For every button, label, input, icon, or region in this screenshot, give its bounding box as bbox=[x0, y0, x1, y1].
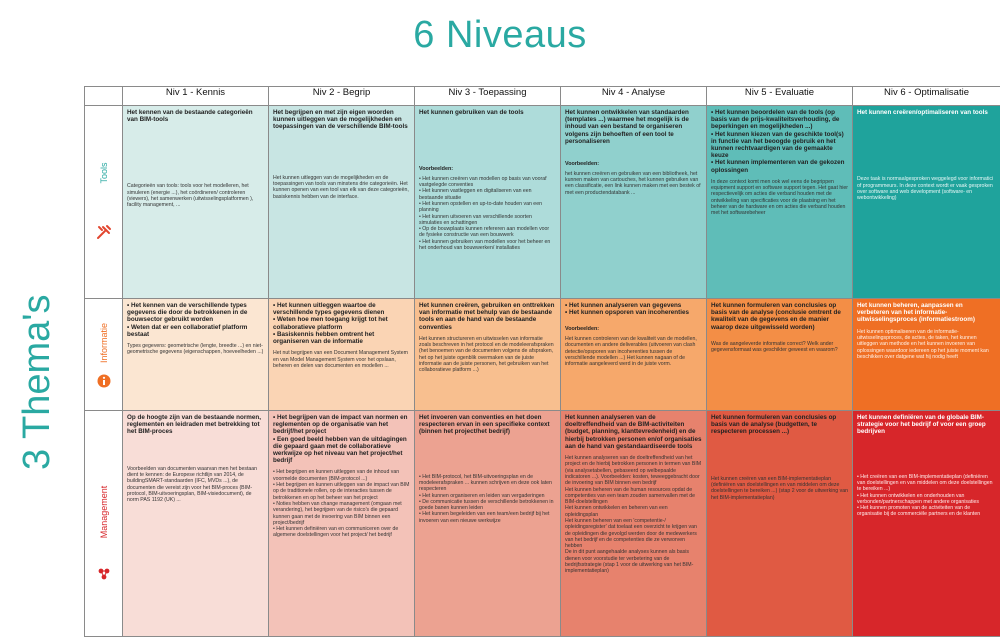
cell-man-niv1 bbox=[123, 411, 269, 637]
list-item: • Het kunnen beoordelen van de tools (op basis van de prijs-kwaliteitsverhouding, de beperkingen en mogelijkheden ...) bbox=[711, 109, 848, 131]
competence-matrix bbox=[84, 86, 1000, 637]
list-item: • Het kunnen promoten van de activiteiten van de organisatie bij de commerciële partners en de klanten bbox=[857, 505, 996, 518]
cell-body: Het kunnen structureren en uitwisselen van informatie zoals beschreven in het protocol en de modeleerafspraken (het benoemen van de documenten volgens de afspraken, het op het juiste ogenblik overmaken van de juiste informatie aan de juiste personen, het gebruiken van het collaboratieve platform ...) bbox=[419, 335, 554, 374]
cell-heading: Het kunnen creëren, gebruiken en onttrekken van informatie met behulp van de bestaande tools en aan de hand van de bestaande conventies bbox=[419, 302, 555, 331]
example-list bbox=[273, 469, 410, 538]
list-item: • Het begrijpen van de impact van normen en reglementen op de organisatie van het bedrijf/het project bbox=[273, 414, 410, 436]
cell-heading: Het kunnen beheren, aanpassen en verbeteren van het informatie-uitwisselingsproces (informatiestroom) bbox=[857, 302, 975, 324]
cell-body: Types gegevens: geometrische (lengte, breedte ...) en niet-geometrische gegevens (eigenschappen, hoeveelheden ...) bbox=[127, 343, 264, 356]
list-item: • Het begrijpen en kunnen uitleggen van de inhoud van voormelde documenten (BIM-protocol ...) bbox=[273, 469, 410, 482]
list-item: • Het begrijpen en kunnen uitleggen van de impact van BIM op de traditionele rollen, op de interacties tussen de betrokkenen en op het beheer van het project bbox=[273, 482, 410, 501]
theme-cell-tools bbox=[85, 106, 123, 299]
theme-row-tools bbox=[85, 106, 1000, 299]
cell-heading: Het kennen van de bestaande categorieën van BIM-tools bbox=[127, 109, 253, 124]
examples-label: Voorbeelden: bbox=[419, 166, 454, 173]
level-header-row bbox=[85, 87, 1000, 106]
cell-info-niv6 bbox=[853, 299, 1000, 411]
list-item: • Het kunnen vastleggen en digitaliseren van een bestaande situatie bbox=[419, 188, 556, 201]
list-item: • Het BIM-protocol, het BIM-uitvoeringsplan en de modeleerafspraken ... kunnen schrijven en deze ook laten respecteren bbox=[419, 474, 556, 493]
list-item: • De communicatie tussen de verschillende betrokkenen in goede banen kunnen leiden bbox=[419, 499, 556, 512]
cell-tools-niv4 bbox=[561, 106, 707, 299]
cell-heading: Het kunnen formuleren van conclusies op basis van de analyse (conclusie omtrent de kwaliteit van de gegevens en de manier waarop deze uitgewisseld worden) bbox=[711, 302, 841, 331]
cell-body: Het nut begrijpen van een Document Management System en van Model Management System voor het opslaan, beheren en delen van documenten en modellen ... bbox=[273, 350, 408, 369]
heading-list bbox=[127, 302, 264, 338]
cell-body: Het kunnen controleren van de kwaliteit van de modellen, documenten en andere deliverables (uitvoeren van clash detectie/opsporen van incoherenties tussen de verschillende modellen ...) Het kunnen nagaan of de informatie aangeleverd werd in de juiste vorm. bbox=[565, 336, 697, 368]
list-item: • Het kunnen gebruiken van modellen voor het beheer en het onderhoud van bouwwerken/ installaties bbox=[419, 239, 556, 252]
theme-label-tools: Tools bbox=[98, 162, 109, 184]
list-item: • Noties hebben van change management (omgaan met verandering), het begrijpen van de risico's die gepaard kunnen gaan met de invoering van BIM binnen een project/bedrijf bbox=[273, 501, 410, 526]
heading-list bbox=[273, 414, 410, 464]
info-icon bbox=[97, 374, 111, 391]
list-item: • Het kunnen ontwikkelen en onderhouden van verbonden/partnerschappen met andere organisaties bbox=[857, 493, 996, 506]
cell-tools-niv1 bbox=[123, 106, 269, 299]
level-header-1: Niv 1 - Kennis bbox=[123, 87, 269, 106]
cell-info-niv1 bbox=[123, 299, 269, 411]
list-item: • Weten hoe men toegang krijgt tot het collaboratieve platform bbox=[273, 316, 410, 330]
tools-icon bbox=[96, 224, 112, 243]
management-icon bbox=[96, 566, 112, 585]
list-item: • Het kunnen analyseren van gegevens bbox=[565, 302, 702, 309]
list-item: • Het kunnen uitvoeren van verschillende soorten simulaties en schattingen bbox=[419, 214, 556, 227]
examples-label: Voorbeelden: bbox=[565, 326, 600, 333]
level-header-5: Niv 5 - Evaluatie bbox=[707, 87, 853, 106]
heading-list bbox=[711, 109, 848, 174]
cell-tools-niv5 bbox=[707, 106, 853, 299]
theme-row-informatie bbox=[85, 299, 1000, 411]
list-item: • Een goed beeld hebben van de uitdagingen die gepaard gaan met de collaboratieve werkwijze op het niveau van het project/het bedrijf bbox=[273, 436, 410, 465]
list-item: • Het creëren van een BIM-implementatieplan (definiëren van doelstellingen en van middelen om deze doelstellingen te bereiken ...) bbox=[857, 474, 996, 493]
cell-info-niv5 bbox=[707, 299, 853, 411]
cell-heading: Het kunnen ontwikkelen van standaarden (templates ...) waarmee het mogelijk is de inhoud van een bestand te organiseren volgens zijn behoeften of een tool te personaliseren bbox=[565, 109, 689, 145]
cell-heading: Het kunnen analyseren van de doeltreffendheid van de BIM-activiteiten (budget, planning, klanttevredenheid) en de hierbij betrokken personen en/of organisaties aan de hand van gestandaardiseerde tools bbox=[565, 414, 702, 450]
cell-man-niv4 bbox=[561, 411, 707, 637]
cell-body: Het kunnen analyseren van de doeltreffendheid van het project en de hierbij betrokken personen in termen van BIM (via analysetabellen, gebaseerd op welbepaalde indicatoren ...). Voorbeelden: kosten, teweeggebracht door de invoering van BIM binnen een bedrijf Het kunnen beheren van de human resources opdat de competenties van een team zouden samenvallen met de BIM-doelstellingen Het kunnen ontwikkelen en beheren van een opleidingsplan Het kunnen beheren van een 'competentie-/ opleidingsregister' dat toelaat een overzicht te krijgen van de opleidingen die gevolgd werden door de medewerkers van het bedrijf en de competenties die ze verworven hebben De in dit punt aangehaalde analyses kunnen als basis dienen voor voorstudie ter verbetering van de bedrijfsstrategie (stap 1 voor de uitwerking van het BIM-implementatieplan) bbox=[565, 455, 702, 575]
themes-title: 3 Thema's bbox=[16, 294, 58, 470]
theme-cell-informatie bbox=[85, 299, 123, 411]
corner-cell bbox=[85, 87, 123, 106]
level-header-6: Niv 6 - Optimalisatie bbox=[853, 87, 1000, 106]
list-item: • Het kunnen creëren van modellen op basis van vooraf vastgelegde conventies bbox=[419, 176, 556, 189]
cell-body: Voorbeelden van documenten waarvan men het bestaan dient te kennen: de Europese richtlijn van 2014, de buildingSMART-standaarden (IFC, MVDs ...), de documenten die vereist zijn voor het BIM-proces (BIM-protocol, BIM-uitvoeringsplan, BIM-visiedocument), de norm PAS 1192 (UK) ... bbox=[127, 465, 258, 504]
cell-tools-niv6 bbox=[853, 106, 1000, 299]
example-list bbox=[419, 176, 556, 252]
cell-body: Het kunnen optimaliseren van de informatie-uitwisselingsproces, de acties, de taken, het kunnen uitleggen van methode en het kunnen invoeren van oplossingen waardoor iedereen op het juiste moment kan beschikken over datgene wat hij nodig heeft bbox=[857, 328, 989, 360]
cell-body: Categorieën van tools: tools voor het modelleren, het simuleren (energie ...), het coördineren/ controleren (viewers), het samenwerken (uitwisselingsplatformen ), facility management, ... bbox=[127, 183, 254, 209]
cell-info-niv2 bbox=[269, 299, 415, 411]
theme-label-management: Management bbox=[98, 485, 109, 539]
cell-man-niv3 bbox=[415, 411, 561, 637]
list-item: • Weten dat er een collaboratief platform bestaat bbox=[127, 324, 264, 338]
cell-body: Het kunnen creëren van een BIM-implementatieplan (definiëren van doelstellingen en van middelen om deze doelstellingen te bereiken ...) (stap 2 voor de uitwerking van het BIM-implementatieplan) bbox=[711, 475, 848, 501]
cell-man-niv2 bbox=[269, 411, 415, 637]
cell-body: Het kunnen uitleggen van de mogelijkheden en de toepassingen van tools van minstens drie categorieën. Het kunnen openen van een tool van elk van deze categorieën, basiskennis hebben van de interface. bbox=[273, 174, 409, 200]
cell-heading: Het kunnen formuleren van conclusies op basis van de analyse (budgetten, te respecteren processen ...) bbox=[711, 414, 837, 436]
cell-body: het kunnen creëren en gebruiken van een bibliotheek, het kunnen maken van cartouches, het kunnen gebruiken van een classificatie, een link kunnen maken met een bestek of met een productendatabank ... bbox=[565, 170, 701, 196]
cell-heading: Het kunnen gebruiken van de tools bbox=[419, 109, 524, 116]
list-item: • Het kennen van de verschillende types gegevens die door de betrokkenen in de bouwsector gebruikt worden bbox=[127, 302, 264, 324]
list-item: • Het kunnen opstellen en up-to-date houden van een planning bbox=[419, 201, 556, 214]
cell-tools-niv2 bbox=[269, 106, 415, 299]
theme-cell-management bbox=[85, 411, 123, 637]
list-item: • Het kunnen definiëren van en communiceren over de algemene doelstellingen voor het project/ het bedrijf bbox=[273, 526, 410, 539]
list-item: • Het kunnen kiezen van de geschikte tool(s) in functie van het beoogde gebruik en het kunnen rechtvaardigen van de gemaakte keuze bbox=[711, 131, 848, 160]
level-header-2: Niv 2 - Begrip bbox=[269, 87, 415, 106]
theme-row-management bbox=[85, 411, 1000, 637]
cell-tools-niv3 bbox=[415, 106, 561, 299]
cell-heading: Het invoeren van conventies en het doen respecteren ervan in een specifieke context (binnen het project/het bedrijf) bbox=[419, 414, 550, 436]
cell-heading: Het kunnen creëren/optimaliseren van tools bbox=[857, 109, 988, 116]
heading-list bbox=[273, 302, 410, 345]
list-item: • Het kunnen uitleggen waartoe de verschillende types gegevens dienen bbox=[273, 302, 410, 316]
list-item: • Het kunnen organiseren en leiden van vergaderingen bbox=[419, 493, 556, 499]
heading-list bbox=[565, 302, 702, 316]
cell-heading: Het kunnen definiëren van de globale BIM-strategie voor het bedrijf of voor een groep bedrijven bbox=[857, 414, 986, 436]
cell-info-niv3 bbox=[415, 299, 561, 411]
list-item: • Het kunnen opsporen van incoherenties bbox=[565, 309, 702, 316]
list-item: • Basiskennis hebben omtrent het organiseren van de informatie bbox=[273, 331, 410, 345]
example-list bbox=[857, 474, 996, 518]
theme-label-informatie: Informatie bbox=[98, 323, 109, 364]
cell-body: Was de aangeleverde informatie correct? Welk ander gegevensformaat was geschikter geweest en waarom? bbox=[711, 340, 838, 354]
level-header-3: Niv 3 - Toepassing bbox=[415, 87, 561, 106]
cell-info-niv4 bbox=[561, 299, 707, 411]
page-title: 6 Niveaus bbox=[413, 14, 587, 56]
cell-body: In deze context komt men ook wel eens de begrippen equipment support en software support tegen. Het gaat hier respectievelijk om acties die verband houden met de ontwikkeling van specificaties voor de plaatsing en het beheer van de hardware en om acties die verband houden met het softwarebeheer bbox=[711, 178, 848, 217]
list-item: • Het kunnen implementeren van de gekozen oplossingen bbox=[711, 159, 848, 173]
cell-body: Deze taak is normaalgesproken weggelegd voor informatici of programmeurs. In deze context wordt er vaak gesproken over software and web development (software- en webontwikkeling) bbox=[857, 176, 994, 202]
examples-label: Voorbeelden: bbox=[565, 161, 600, 168]
list-item: • Het kunnen begeleiden van een team/een bedrijf bij het invoeren van een nieuwe werkwijze bbox=[419, 511, 556, 524]
cell-heading: Het begrijpen en met zijn eigen woorden kunnen uitleggen van de mogelijkheden en toepassingen van de verschillende BIM-tools bbox=[273, 109, 408, 131]
level-header-4: Niv 4 - Analyse bbox=[561, 87, 707, 106]
cell-man-niv6 bbox=[853, 411, 1000, 637]
cell-heading: Op de hoogte zijn van de bestaande normen, reglementen en leidraden met betrekking tot het BIM-proces bbox=[127, 414, 262, 436]
example-list bbox=[419, 474, 556, 524]
cell-man-niv5 bbox=[707, 411, 853, 637]
list-item: • Op de bouwplaats kunnen refereren aan modellen voor de fysieke constructie van een bouwwerk bbox=[419, 226, 556, 239]
